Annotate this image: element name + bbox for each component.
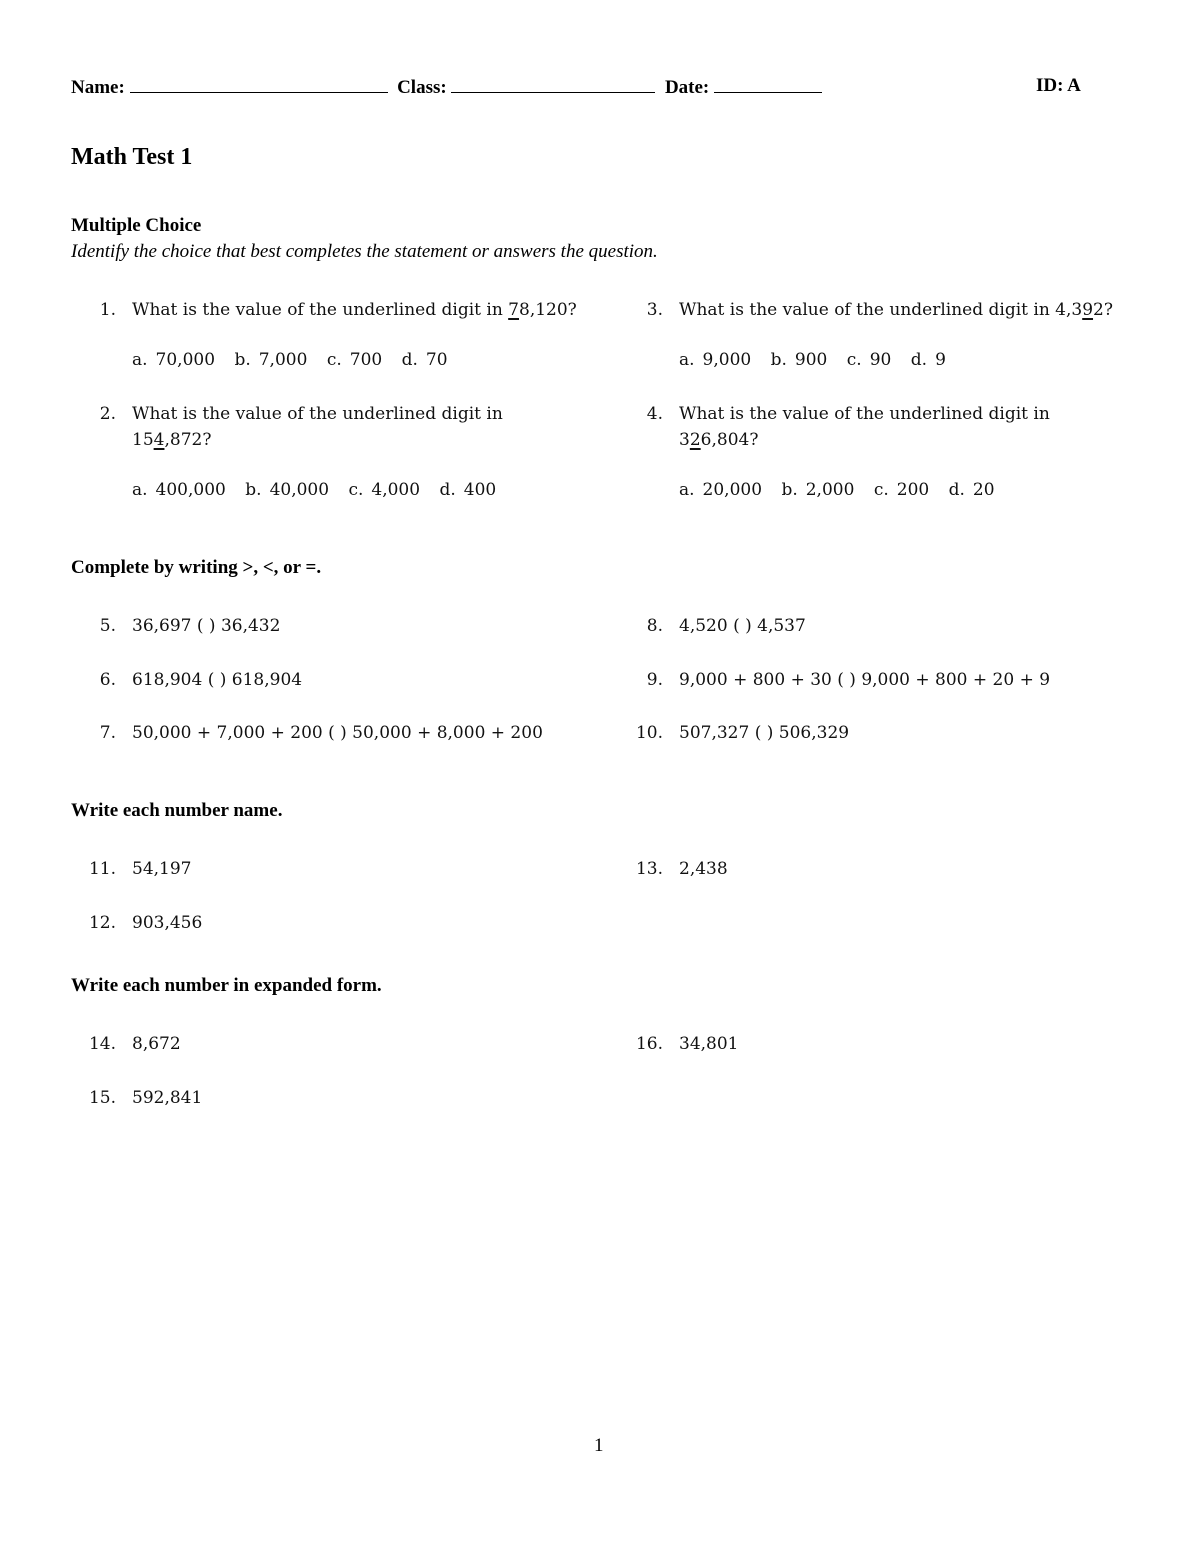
choice-value[interactable]: 900 [794,350,828,370]
choice-label[interactable]: c. [348,480,364,500]
names-heading: Write each number name. [71,800,283,821]
choice-value[interactable]: 2,000 [805,480,855,500]
choice-value[interactable]: 7,000 [258,350,308,370]
compare-heading: Complete by writing >, <, or =. [71,557,322,578]
underlined-digit: 9 [1082,300,1094,320]
choice-label[interactable]: a. [132,350,148,370]
choice-label[interactable]: a. [679,350,695,370]
question-text: 9,000 + 800 + 30 ( ) 9,000 + 800 + 20 + 9 [679,670,1051,690]
class-blank[interactable] [451,75,655,93]
question-number: 3. [646,300,663,320]
choice-value[interactable]: 90 [869,350,892,370]
choice-value[interactable]: 400,000 [155,480,226,500]
choice-label[interactable]: c. [326,350,342,370]
question-text-start: 3 [679,430,690,450]
question-text: 592,841 [132,1088,203,1108]
underlined-digit: 7 [508,300,519,320]
header-line [71,75,822,99]
question-text: 618,904 ( ) 618,904 [132,670,303,690]
question-text: 4,520 ( ) 4,537 [679,616,806,636]
question-number: 1. [99,300,116,320]
question-text: What is the value of the underlined digit in 4,3 [679,300,1083,320]
choice-label[interactable]: b. [781,480,798,500]
choice-value[interactable]: 9 [935,350,946,370]
question-number: 2. [99,404,116,424]
question-number: 9. [646,670,663,690]
question-number: 7. [99,723,116,743]
question-text: 507,327 ( ) 506,329 [679,723,850,743]
id-label: ID: [1036,75,1064,96]
choices-4 [679,480,1009,500]
mc-instruction: Identify the choice that best completes the statement or answers the question. [71,241,658,262]
question-number: 10. [635,723,663,743]
question-text: What is the value of the underlined digit in [132,404,503,424]
underlined-digit: 2 [689,430,701,450]
choice-value[interactable]: 700 [349,350,383,370]
choices-1 [132,350,462,370]
mc-heading: Multiple Choice [71,215,202,236]
choice-value[interactable]: 200 [896,480,930,500]
question-number: 14. [88,1034,116,1054]
question-text-start: 15 [132,430,154,450]
choice-label[interactable]: d. [910,350,928,370]
question-text: 34,801 [679,1034,739,1054]
question-text: 50,000 + 7,000 + 200 ( ) 50,000 + 8,000 + 200 [132,723,543,743]
question-number: 4. [646,404,663,424]
choices-3 [679,350,960,370]
question-text: 903,456 [132,913,203,933]
choice-label[interactable]: b. [234,350,251,370]
question-text: 2,438 [679,859,728,879]
page-number: 1 [594,1435,604,1456]
question-text: What is the value of the underlined digit in [679,404,1050,424]
choice-label[interactable]: b. [245,480,262,500]
question-number: 13. [635,859,663,879]
choice-value[interactable]: 400 [463,480,497,500]
underlined-digit: 4 [153,430,165,450]
choice-label[interactable]: d. [439,480,456,500]
question-number: 5. [99,616,116,636]
choice-label[interactable]: c. [873,480,889,500]
question-text-end: 8,120? [519,300,577,320]
question-number: 8. [646,616,663,636]
question-text: 8,672 [132,1034,181,1054]
choice-value[interactable]: 40,000 [269,480,330,500]
question-text-end: 6,804? [700,430,759,450]
choice-value[interactable]: 9,000 [702,350,752,370]
choice-value[interactable]: 70 [425,350,448,370]
question-number: 15. [88,1088,116,1108]
date-label: Date: [664,77,710,98]
question-text: 54,197 [132,859,192,879]
choice-value[interactable]: 20 [972,480,995,500]
choice-label[interactable]: a. [132,480,148,500]
class-label: Class: [397,77,447,98]
question-number: 11. [88,859,116,879]
question-text-end: ,872? [164,430,212,450]
question-text: What is the value of the underlined digit in [132,300,509,320]
id-field [1036,75,1081,97]
expanded-heading: Write each number in expanded form. [71,975,382,996]
question-text-end: 2? [1093,300,1113,320]
choice-label[interactable]: c. [846,350,862,370]
question-number: 6. [99,670,116,690]
question-text: 36,697 ( ) 36,432 [132,616,281,636]
name-blank[interactable] [130,75,388,93]
choice-label[interactable]: a. [679,480,695,500]
id-value: A [1067,75,1081,96]
choice-value[interactable]: 20,000 [702,480,763,500]
name-label: Name: [71,77,125,98]
choice-value[interactable]: 70,000 [155,350,216,370]
choices-2 [132,480,510,500]
choice-value[interactable]: 4,000 [371,480,421,500]
choice-label[interactable]: d. [948,480,965,500]
question-number: 12. [88,913,116,933]
question-number: 16. [635,1034,663,1054]
choice-label[interactable]: d. [401,350,418,370]
page-title: Math Test 1 [71,144,193,170]
date-blank[interactable] [714,75,822,93]
choice-label[interactable]: b. [770,350,787,370]
